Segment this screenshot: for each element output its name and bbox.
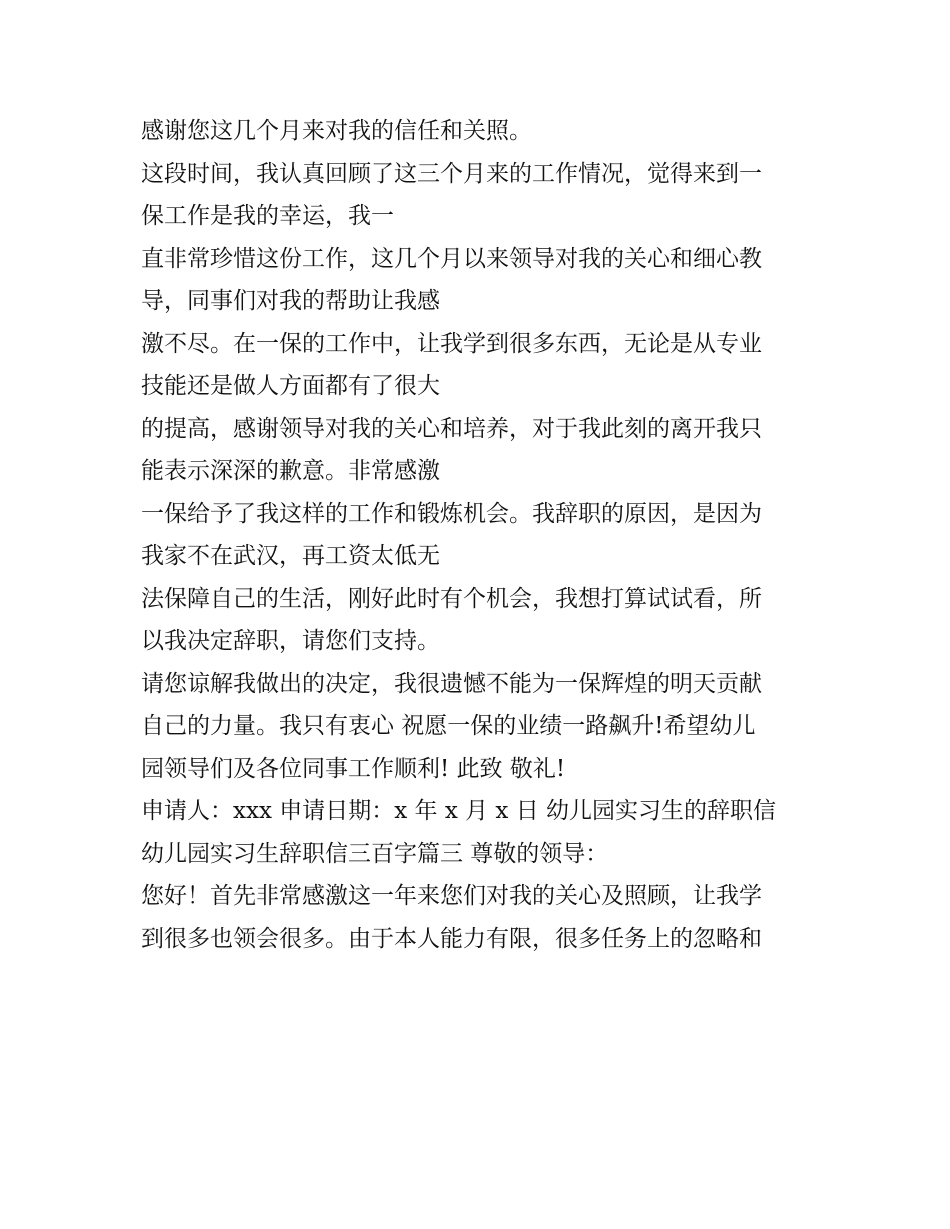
text-line: 请您谅解我做出的决定，我很遗憾不能为一保辉煌的明天贡献 — [141, 670, 762, 697]
text-line: 这段时间，我认真回顾了这三个月来的工作情况，觉得来到一 — [141, 160, 762, 187]
text-line: 您好！首先非常感激这一年来您们对我的关心及照顾，让我学 — [141, 883, 762, 909]
document-body — [141, 110, 821, 960]
text-line: 园领导们及各位同事工作顺利! 此致 敬礼! — [141, 755, 566, 782]
text-line: 自己的力量。我只有衷心 祝愿一保的业绩一路飙升!希望幼儿 — [141, 713, 756, 739]
text-line: 感谢您这几个月来对我的信任和关照。 — [141, 118, 532, 144]
text-line: 直非常珍惜这份工作，这几个月以来领导对我的关心和细心教 — [141, 245, 762, 272]
text-line: 能表示深深的歉意。非常感激 — [141, 458, 440, 484]
text-line: 申请人：xxx 申请日期：x 年 x 月 x 日 幼儿园实习生的辞职信 — [141, 798, 777, 824]
text-line: 幼儿园实习生辞职信三百字篇三 尊敬的领导： — [141, 840, 609, 867]
text-line: 一保给予了我这样的工作和锻炼机会。我辞职的原因，是因为 — [141, 500, 762, 527]
text-line: 法保障自己的生活，刚好此时有个机会，我想打算试试看，所 — [141, 585, 762, 612]
text-line: 到很多也领会很多。由于本人能力有限，很多任务上的忽略和 — [141, 925, 762, 952]
text-line: 激不尽。在一保的工作中，让我学到很多东西，无论是从专业 — [141, 330, 762, 357]
text-line: 导，同事们对我的帮助让我感 — [141, 288, 440, 314]
text-line: 我家不在武汉，再工资太低无 — [141, 543, 440, 569]
text-line: 的提高，感谢领导对我的关心和培养，对于我此刻的离开我只 — [141, 415, 762, 442]
text-line: 以我决定辞职，请您们支持。 — [141, 628, 440, 654]
text-line: 保工作是我的幸运，我一 — [141, 203, 394, 229]
text-line: 技能还是做人方面都有了很大 — [141, 373, 440, 399]
